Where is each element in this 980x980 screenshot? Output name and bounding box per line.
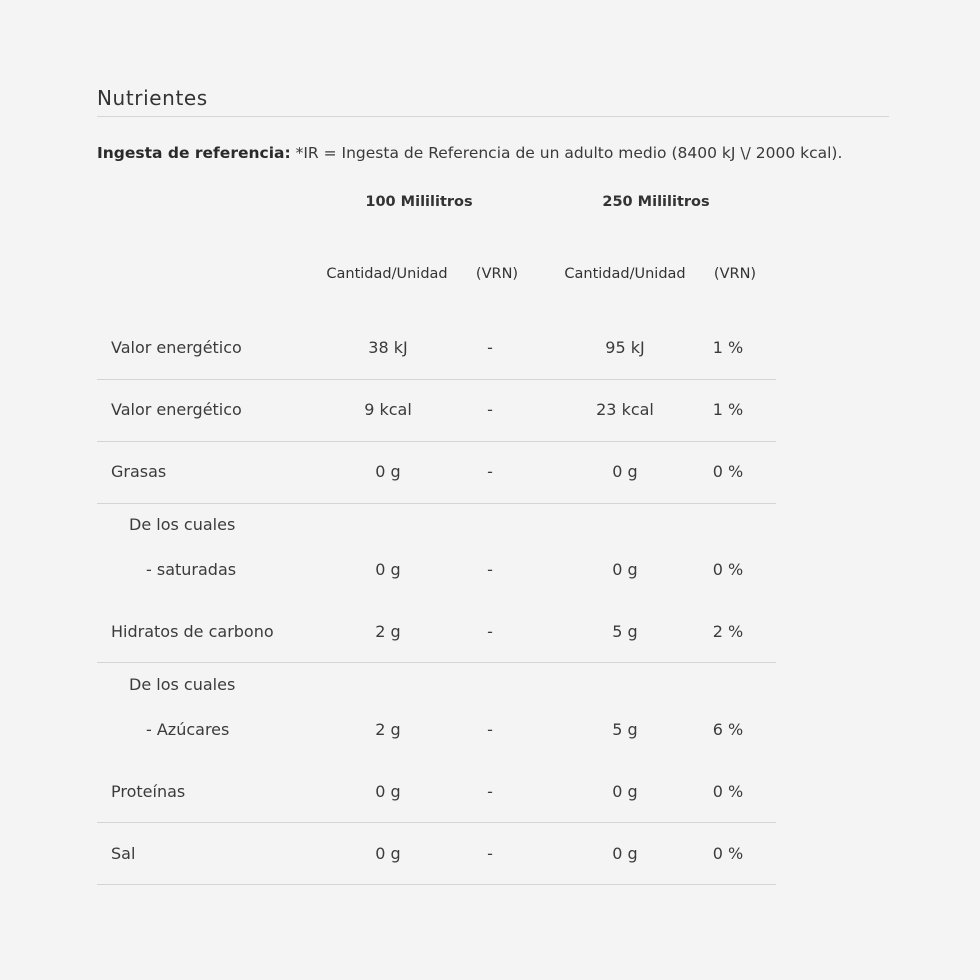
- row-label-energy-kcal: Valor energético: [111, 400, 242, 419]
- cell-value: 0 g: [612, 844, 638, 863]
- row-label-of-which: De los cuales: [129, 675, 236, 694]
- cell-value: 0 %: [712, 782, 744, 801]
- column-header-quantity-250: Cantidad/Unidad: [564, 266, 686, 282]
- cell-value: 0 %: [712, 560, 744, 579]
- cell-value: -: [487, 338, 493, 357]
- row-label-salt: Sal: [111, 844, 136, 863]
- reference-intake-text: *IR = Ingesta de Referencia de un adulto medio (8400 kJ \/ 2000 kcal).: [295, 144, 843, 162]
- cell-value: 5 g: [612, 622, 638, 641]
- cell-value: 0 g: [612, 560, 638, 579]
- cell-value: 38 kJ: [368, 338, 408, 357]
- cell-value: 0 g: [375, 782, 401, 801]
- row-divider: [97, 441, 776, 442]
- cell-value: 0 g: [375, 560, 401, 579]
- cell-value: 95 kJ: [605, 338, 645, 357]
- cell-value: 0 g: [612, 462, 638, 481]
- row-label-fats: Grasas: [111, 462, 167, 481]
- cell-value: -: [487, 844, 493, 863]
- cell-value: 2 g: [375, 720, 401, 739]
- row-label-of-which: De los cuales: [129, 515, 236, 534]
- cell-value: 0 g: [375, 462, 401, 481]
- cell-value: 23 kcal: [596, 400, 654, 419]
- row-label-proteins: Proteínas: [111, 782, 186, 801]
- cell-value: -: [487, 622, 493, 641]
- row-divider: [97, 503, 776, 504]
- cell-value: 0 %: [712, 462, 744, 481]
- cell-value: 5 g: [612, 720, 638, 739]
- cell-value: 0 %: [712, 844, 744, 863]
- row-label-carbohydrates: Hidratos de carbono: [111, 622, 274, 641]
- row-label-energy-kj: Valor energético: [111, 338, 242, 357]
- cell-value: 2 %: [712, 622, 744, 641]
- cell-value: -: [487, 560, 493, 579]
- cell-value: 6 %: [712, 720, 744, 739]
- cell-value: -: [487, 462, 493, 481]
- column-header-vrn-250: (VRN): [713, 266, 757, 282]
- column-group-250ml: 250 Mililitros: [602, 194, 710, 210]
- page-title: Nutrientes: [97, 86, 208, 110]
- cell-value: 2 g: [375, 622, 401, 641]
- row-divider: [97, 662, 776, 663]
- cell-value: 9 kcal: [364, 400, 412, 419]
- row-label-saturated: - saturadas: [146, 560, 237, 579]
- column-group-100ml: 100 Mililitros: [365, 194, 473, 210]
- reference-intake-label: Ingesta de referencia:: [97, 144, 291, 162]
- row-divider: [97, 822, 776, 823]
- cell-value: 1 %: [712, 400, 744, 419]
- cell-value: 0 g: [375, 844, 401, 863]
- reference-intake-note: [97, 144, 842, 162]
- cell-value: -: [487, 720, 493, 739]
- cell-value: 0 g: [612, 782, 638, 801]
- row-divider: [97, 884, 776, 885]
- cell-value: -: [487, 400, 493, 419]
- column-header-quantity-100: Cantidad/Unidad: [326, 266, 448, 282]
- title-divider: [97, 116, 889, 117]
- row-divider: [97, 379, 776, 380]
- cell-value: -: [487, 782, 493, 801]
- column-header-vrn-100: (VRN): [475, 266, 519, 282]
- row-label-sugars: - Azúcares: [146, 720, 230, 739]
- cell-value: 1 %: [712, 338, 744, 357]
